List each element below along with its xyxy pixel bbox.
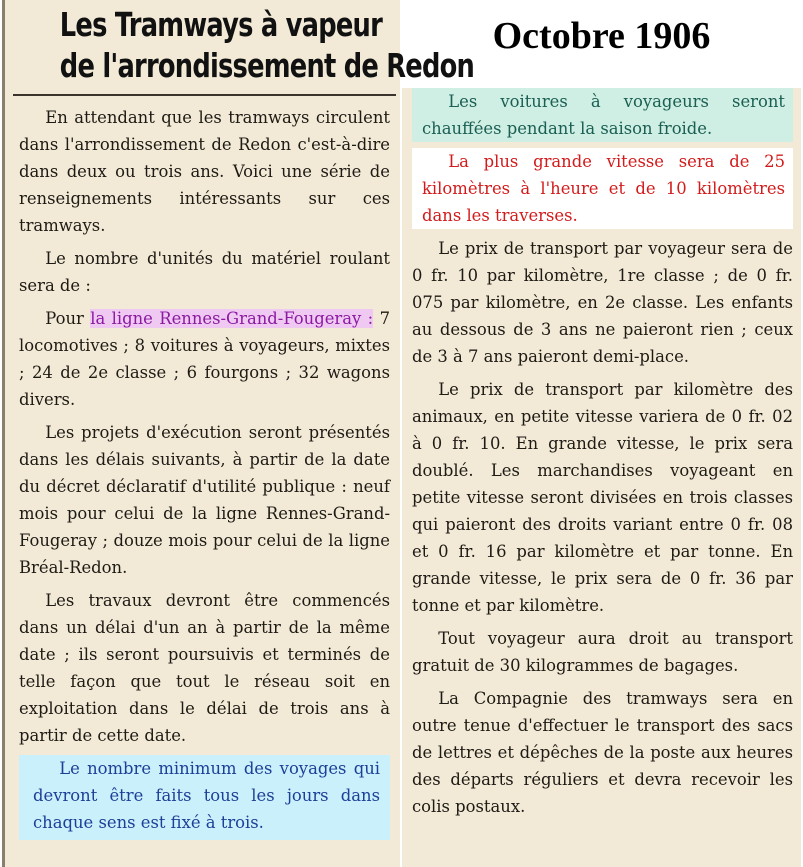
paragraph-mail-service: La Compagnie des tramways sera en outre tenue d'effectuer le transport des sacs de lettres et dépêches de la poste aux heures des départs réguliers et devra recevoir les colis postaux. — [412, 689, 793, 816]
paragraph-minimum-trips: Le nombre minimum des voyages qui devront être faits tous les jours dans chaque sens est fixé à trois. — [19, 755, 390, 840]
paragraph-rolling-stock — [19, 305, 390, 413]
paragraph-works-schedule: Les travaux devront être commencés dans un délai d'un an à partir de la même date ; ils seront poursuivis et terminés de telle façon que tout le réseau soit en exploitation dans le délai de trois ans à partir de cette date. — [19, 591, 390, 745]
paragraph-freight-rates: Le prix de transport par kilomètre des animaux, en petite vitesse variera de 0 fr. 02 à 0 fr. 10. En grande vitesse, le prix sera doublé. Les marchandises voyageant en petite vitesse seront divisées en trois classes qui paieront des droits variant entre 0 fr. 08 et 0 fr. 16 par kilomètre et par tonne. En grande vitesse, le prix sera de 0 fr. 36 par tonne et par kilomètre. — [412, 380, 793, 615]
paragraph-intro: En attendant que les tramways circulent dans l'arrondissement de Redon c'est-à-dire dans deux ou trois ans. Voici une série de renseignements intéressants sur ces tramways. — [19, 108, 390, 235]
headline-divider — [13, 94, 396, 96]
article-left-column — [2, 0, 475, 867]
headline-line-1: Les Tramways à vapeur — [59, 5, 382, 44]
paragraph-project-deadlines: Les projets d'exécution seront présentés dans les délais suivants, à partir de la date du décret déclaratif d'utilité publique : neuf mois pour celui de la ligne Rennes-Grand-Fougeray ; douze mois pour celui de la ligne Bréal-Redon. — [19, 423, 390, 577]
date-label: Octobre 1906 — [492, 15, 711, 57]
rolling-stock-prefix: Pour — [45, 309, 91, 328]
highlight-line-name: la ligne Rennes-Grand-Fougeray : — [90, 309, 374, 328]
headline-line-2: de l'arrondissement de Redon — [59, 46, 475, 85]
article-right-column — [402, 88, 801, 867]
paragraph-material-count: Le nombre d'unités du matériel roulant sera de : — [19, 249, 390, 295]
rolling-stock-list: 7 locomotives ; 8 voitures à voyageurs, mixtes ; 24 de 2e classe ; 6 fourgons ; 32 wagons divers. — [19, 309, 390, 409]
paragraph-baggage: Tout voyageur aura droit au transport gratuit de 30 kilogrammes de bagages. — [412, 629, 793, 675]
paragraph-speed: La plus grande vitesse sera de 25 kilomètres à l'heure et de 10 kilomètres dans les traverses. — [412, 148, 793, 229]
paragraph-passenger-fares: Le prix de transport par voyageur sera de 0 fr. 10 par kilomètre, 1re classe ; de 0 fr. 075 par kilomètre, en 2e classe. Les enfants au dessous de 3 ans ne paieront rien ; ceux de 3 à 7 ans paieront demi-place. — [412, 239, 793, 366]
paragraph-heating: Les voitures à voyageurs seront chauffées pendant la saison froide. — [412, 88, 793, 142]
